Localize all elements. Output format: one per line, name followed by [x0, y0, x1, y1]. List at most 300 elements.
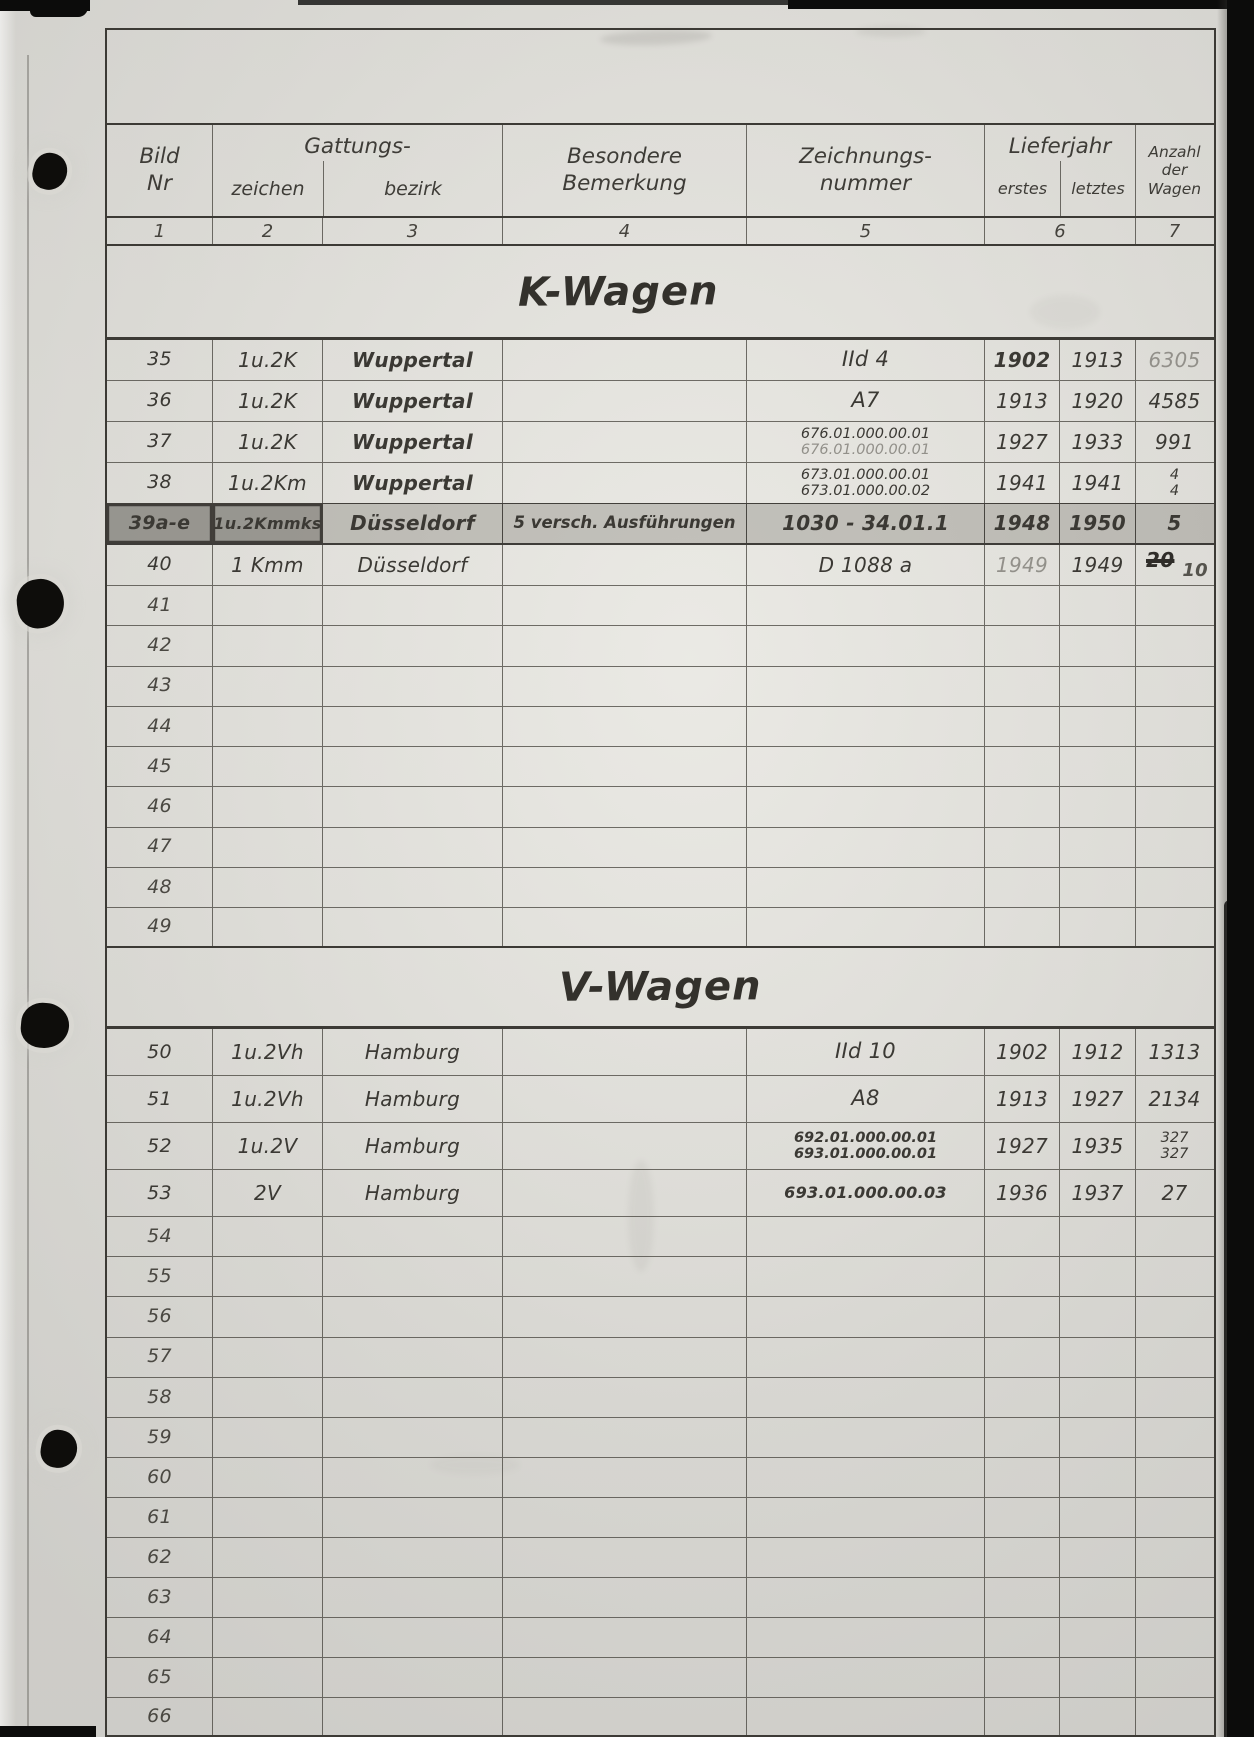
- cell-bild-nr: [107, 1578, 213, 1617]
- table-row: [107, 463, 1214, 504]
- cell-bemerkung: [503, 1297, 747, 1336]
- cell-text: 47: [147, 835, 172, 858]
- cell-text: 65: [147, 1666, 172, 1689]
- cell-bezirk: [323, 1618, 503, 1657]
- cell-anzahl: [1136, 1458, 1213, 1497]
- cell-text: 1949: [995, 552, 1049, 577]
- cell-bezirk: [323, 707, 503, 746]
- empty-table-row: [107, 1257, 1214, 1297]
- empty-table-row: [107, 1538, 1214, 1578]
- cell-bild-nr: [107, 828, 213, 867]
- table-header-row: [107, 123, 1214, 218]
- cell-zeichnungsnummer: [747, 1698, 985, 1735]
- cell-zeichnungsnummer: [747, 787, 985, 826]
- cell-bemerkung: [503, 667, 747, 706]
- cell-bild-nr: [107, 340, 213, 380]
- header-text: nummer: [819, 170, 912, 196]
- cell-lieferjahr-letztes: [1060, 908, 1136, 946]
- cell-lieferjahr-erstes: [985, 707, 1060, 746]
- cell-lieferjahr-erstes: [985, 828, 1060, 867]
- cell-text: 1u.2K: [237, 429, 298, 454]
- cell-lieferjahr-letztes: [1060, 1698, 1136, 1735]
- cell-text: 327: [1160, 1146, 1189, 1163]
- cell-bezirk: [323, 667, 503, 706]
- cell-bild-nr: [107, 1217, 213, 1256]
- cell-bemerkung: [503, 422, 747, 462]
- cell-zeichnungsnummer: [747, 747, 985, 786]
- cell-anzahl: [1136, 1257, 1213, 1296]
- cell-text: A7: [851, 388, 880, 413]
- cell-lieferjahr-letztes: [1060, 1217, 1136, 1256]
- cell-gattungszeichen: [213, 586, 323, 625]
- cell-bezirk: [323, 1170, 503, 1216]
- empty-table-row: [107, 828, 1214, 868]
- cell-gattungszeichen: [213, 1029, 323, 1075]
- scan-artifact-top-middle: [298, 0, 790, 5]
- cell-text: Düsseldorf: [357, 552, 468, 577]
- cell-lieferjahr-erstes: [985, 504, 1060, 543]
- column-number: 4: [503, 218, 747, 244]
- cell-lieferjahr-erstes: [985, 1170, 1060, 1216]
- cell-text: 1913: [1071, 347, 1124, 372]
- cell-bild-nr: [107, 1658, 213, 1697]
- cell-lieferjahr-letztes: [1060, 1658, 1136, 1697]
- cell-lieferjahr-erstes: [985, 1658, 1060, 1697]
- cell-lieferjahr-erstes: [985, 340, 1060, 380]
- cell-text: 58: [147, 1385, 172, 1408]
- empty-table-row: [107, 1618, 1214, 1658]
- cell-bemerkung: [503, 1538, 747, 1577]
- cell-lieferjahr-letztes: [1060, 1297, 1136, 1336]
- empty-table-row: [107, 908, 1214, 948]
- cell-anzahl: [1136, 1029, 1213, 1075]
- cell-text: Hamburg: [364, 1087, 461, 1112]
- cell-bemerkung: [503, 1658, 747, 1697]
- section-title: V-Wagen: [559, 963, 762, 1011]
- cell-gattungszeichen: [213, 340, 323, 380]
- cell-bild-nr: [107, 1257, 213, 1296]
- cell-text: Hamburg: [364, 1134, 461, 1159]
- cell-lieferjahr-letztes: [1060, 707, 1136, 746]
- cell-lieferjahr-erstes: [985, 422, 1060, 462]
- cell-text: 42: [147, 634, 172, 657]
- cell-lieferjahr-erstes: [985, 463, 1060, 503]
- cell-anzahl: [1136, 422, 1213, 462]
- cell-gattungszeichen: [213, 747, 323, 786]
- cell-text: 60: [147, 1465, 172, 1488]
- cell-text: A8: [851, 1086, 880, 1111]
- cell-bezirk: [323, 1297, 503, 1336]
- cell-bemerkung: [503, 340, 747, 380]
- cell-text: IId 4: [841, 347, 890, 372]
- empty-table-row: [107, 1378, 1214, 1418]
- cell-zeichnungsnummer: [747, 381, 985, 421]
- scan-artifact-top-right: [788, 0, 1254, 9]
- cell-bild-nr: [107, 1170, 213, 1216]
- empty-table-row: [107, 747, 1214, 787]
- cell-zeichnungsnummer: [747, 1378, 985, 1417]
- cell-bild-nr: [107, 463, 213, 503]
- paper-crease-line: [27, 55, 29, 1737]
- cell-text: 693.01.000.00.03: [784, 1183, 947, 1203]
- cell-anzahl: [1136, 1076, 1213, 1122]
- cell-zeichnungsnummer: [747, 1498, 985, 1537]
- header-gattungs: [213, 125, 503, 216]
- cell-zeichnungsnummer: [747, 626, 985, 665]
- header-lieferjahr: [985, 125, 1136, 216]
- cell-text: 1912: [1071, 1040, 1124, 1065]
- cell-text: 46: [147, 795, 172, 818]
- empty-table-row: [107, 586, 1214, 626]
- cell-bild-nr: [107, 1029, 213, 1075]
- cell-lieferjahr-erstes: [985, 1618, 1060, 1657]
- table-row: [107, 340, 1214, 381]
- cell-lieferjahr-erstes: [985, 1578, 1060, 1617]
- cell-lieferjahr-erstes: [985, 1123, 1060, 1169]
- cell-bild-nr: [107, 586, 213, 625]
- cell-gattungszeichen: [213, 1123, 323, 1169]
- cell-bemerkung: [503, 1338, 747, 1377]
- cell-lieferjahr-letztes: [1060, 626, 1136, 665]
- cell-bezirk: [323, 1418, 503, 1457]
- cell-text: 40: [147, 553, 172, 576]
- cell-lieferjahr-letztes: [1060, 828, 1136, 867]
- cell-lieferjahr-erstes: [985, 787, 1060, 826]
- cell-lieferjahr-letztes: [1060, 504, 1136, 543]
- cell-bemerkung: [503, 586, 747, 625]
- cell-bezirk: [323, 545, 503, 585]
- cell-bemerkung: [503, 1458, 747, 1497]
- cell-lieferjahr-letztes: [1060, 1578, 1136, 1617]
- cell-text: Wuppertal: [352, 470, 473, 495]
- cell-lieferjahr-erstes: [985, 1698, 1060, 1735]
- cell-text: 1 Kmm: [231, 552, 304, 577]
- cell-text: 1941: [1071, 470, 1124, 495]
- header-text: Nr: [147, 170, 172, 196]
- cell-zeichnungsnummer: [747, 1578, 985, 1617]
- cell-anzahl: [1136, 1498, 1213, 1537]
- cell-lieferjahr-letztes: [1060, 1029, 1136, 1075]
- cell-text: 41: [147, 593, 172, 616]
- header-bild-nr: [107, 125, 213, 216]
- cell-lieferjahr-letztes: [1060, 1458, 1136, 1497]
- cell-text: 1927: [995, 429, 1049, 454]
- cell-text: 1920: [1071, 388, 1124, 413]
- cell-bezirk: [323, 1578, 503, 1617]
- cell-text: 991: [1154, 429, 1195, 454]
- cell-text: 27: [1161, 1181, 1188, 1206]
- cell-bild-nr: [107, 1297, 213, 1336]
- cell-gattungszeichen: [213, 1498, 323, 1537]
- cell-text: 51: [147, 1087, 172, 1110]
- cell-text: 1u.2Vh: [231, 1040, 304, 1065]
- cell-anzahl: [1136, 504, 1213, 543]
- cell-lieferjahr-letztes: [1060, 586, 1136, 625]
- cell-bemerkung: [503, 1029, 747, 1075]
- cell-bild-nr: [107, 504, 213, 543]
- empty-table-row: [107, 1658, 1214, 1698]
- cell-gattungszeichen: [213, 381, 323, 421]
- cell-lieferjahr-letztes: [1060, 340, 1136, 380]
- cell-text: 50: [147, 1040, 172, 1063]
- cell-anzahl: [1136, 1338, 1213, 1377]
- cell-lieferjahr-letztes: [1060, 667, 1136, 706]
- cell-lieferjahr-erstes: [985, 381, 1060, 421]
- paper-left-edge: [0, 0, 16, 1737]
- cell-gattungszeichen: [213, 868, 323, 907]
- cell-text: IId 10: [835, 1039, 896, 1064]
- cell-bemerkung: [503, 1578, 747, 1617]
- cell-lieferjahr-letztes: [1060, 1076, 1136, 1122]
- cell-bild-nr: [107, 422, 213, 462]
- cell-lieferjahr-erstes: [985, 1418, 1060, 1457]
- cell-anzahl: [1136, 787, 1213, 826]
- cell-text: 54: [147, 1225, 172, 1248]
- cell-text: 1941: [995, 470, 1049, 495]
- cell-zeichnungsnummer: [747, 340, 985, 380]
- cell-text: 1949: [1071, 552, 1124, 577]
- column-number: 6: [985, 218, 1136, 244]
- cell-bemerkung: [503, 1123, 747, 1169]
- cell-gattungszeichen: [213, 667, 323, 706]
- cell-bezirk: [323, 504, 503, 543]
- cell-zeichnungsnummer: [747, 1618, 985, 1657]
- section-title-band: [107, 246, 1214, 340]
- cell-zeichnungsnummer: [747, 1297, 985, 1336]
- cell-anzahl: [1136, 1538, 1213, 1577]
- cell-gattungszeichen: [213, 787, 323, 826]
- cell-zeichnungsnummer: [747, 1338, 985, 1377]
- cell-text: 1u.2K: [237, 347, 298, 372]
- cell-lieferjahr-erstes: [985, 626, 1060, 665]
- cell-gattungszeichen: [213, 1538, 323, 1577]
- cell-bild-nr: [107, 1338, 213, 1377]
- cell-text: 676.01.000.00.01: [800, 425, 931, 442]
- header-text: der: [1161, 161, 1188, 180]
- cell-anzahl: [1136, 545, 1213, 585]
- cell-bild-nr: [107, 868, 213, 907]
- hole-punch: [29, 149, 71, 193]
- cell-lieferjahr-erstes: [985, 1257, 1060, 1296]
- cell-anzahl: [1136, 1123, 1213, 1169]
- paper-right-shadow: [1217, 0, 1227, 1737]
- column-numbers-row: [107, 218, 1214, 246]
- cell-gattungszeichen: [213, 626, 323, 665]
- cell-bemerkung: [503, 707, 747, 746]
- header-letztes: letztes: [1071, 179, 1125, 198]
- cell-bemerkung: [503, 545, 747, 585]
- cell-bemerkung: [503, 747, 747, 786]
- cell-gattungszeichen: [213, 1217, 323, 1256]
- cell-text: Wuppertal: [352, 347, 473, 372]
- cell-anzahl: [1136, 1217, 1213, 1256]
- cell-text: 59: [147, 1425, 172, 1448]
- cell-gattungszeichen: [213, 545, 323, 585]
- empty-table-row: [107, 787, 1214, 827]
- cell-text: 1u.2Km: [228, 470, 307, 495]
- cell-zeichnungsnummer: [747, 545, 985, 585]
- cell-lieferjahr-letztes: [1060, 1498, 1136, 1537]
- empty-table-row: [107, 1498, 1214, 1538]
- cell-text: 1030 - 34.01.1: [782, 511, 949, 536]
- cell-bemerkung: [503, 908, 747, 946]
- cell-anzahl: [1136, 908, 1213, 946]
- cell-lieferjahr-letztes: [1060, 868, 1136, 907]
- cell-text: 1313: [1148, 1040, 1201, 1065]
- empty-table-row: [107, 707, 1214, 747]
- cell-text: 38: [147, 471, 172, 494]
- cell-lieferjahr-erstes: [985, 1297, 1060, 1336]
- empty-table-row: [107, 1578, 1214, 1618]
- cell-gattungszeichen: [213, 1418, 323, 1457]
- cell-text: 49: [147, 915, 172, 938]
- cell-anzahl: [1136, 1378, 1213, 1417]
- cell-text: 64: [147, 1626, 172, 1649]
- cell-anzahl: [1136, 1658, 1213, 1697]
- cell-gattungszeichen: [213, 1698, 323, 1735]
- cell-bild-nr: [107, 1498, 213, 1537]
- cell-text: 1913: [995, 388, 1049, 413]
- cell-zeichnungsnummer: [747, 667, 985, 706]
- cell-anzahl: [1136, 868, 1213, 907]
- cell-text: 1913: [995, 1087, 1049, 1112]
- cell-text: 1948: [993, 511, 1051, 536]
- cell-bezirk: [323, 1498, 503, 1537]
- cell-bezirk: [323, 787, 503, 826]
- scan-artifact-top-left-blob: [30, 0, 88, 17]
- header-lieferjahr-sub: [985, 161, 1135, 216]
- cell-text: Wuppertal: [352, 388, 473, 413]
- empty-table-row: [107, 1297, 1214, 1337]
- section-title-band: [107, 948, 1214, 1029]
- cell-anzahl: [1136, 463, 1213, 503]
- cell-text: 4: [1169, 466, 1180, 483]
- header-text: Bild: [139, 143, 180, 169]
- hole-punch: [14, 576, 67, 631]
- cell-zeichnungsnummer: [747, 1170, 985, 1216]
- cell-lieferjahr-letztes: [1060, 1378, 1136, 1417]
- cell-anzahl: [1136, 1618, 1213, 1657]
- cell-text: 1902: [993, 347, 1051, 372]
- cell-bezirk: [323, 747, 503, 786]
- cell-gattungszeichen: [213, 1658, 323, 1697]
- header-anzahl-der-wagen: [1136, 125, 1213, 216]
- cell-zeichnungsnummer: [747, 463, 985, 503]
- cell-text: 55: [147, 1265, 172, 1288]
- cell-gattungszeichen: [213, 1618, 323, 1657]
- cell-text: 10: [1182, 560, 1208, 582]
- cell-bild-nr: [107, 1538, 213, 1577]
- cell-text: 1u.2K: [237, 388, 298, 413]
- cell-bild-nr: [107, 787, 213, 826]
- cell-gattungszeichen: [213, 1378, 323, 1417]
- cell-text: 1936: [995, 1181, 1049, 1206]
- cell-gattungszeichen: [213, 1076, 323, 1122]
- cell-bezirk: [323, 1076, 503, 1122]
- cell-text: 1u.2Kmmks: [213, 513, 322, 533]
- cell-lieferjahr-letztes: [1060, 422, 1136, 462]
- cell-lieferjahr-letztes: [1060, 463, 1136, 503]
- cell-text: 1935: [1071, 1134, 1124, 1159]
- cell-lieferjahr-letztes: [1060, 787, 1136, 826]
- cell-text: 36: [147, 389, 172, 412]
- cell-text: 1933: [1071, 429, 1124, 454]
- cell-lieferjahr-letztes: [1060, 1618, 1136, 1657]
- cell-text: 5: [1167, 511, 1182, 536]
- cell-gattungszeichen: [213, 463, 323, 503]
- cell-text: Hamburg: [364, 1181, 461, 1206]
- cell-bemerkung: [503, 1217, 747, 1256]
- cell-text: 61: [147, 1505, 172, 1528]
- header-text: Zeichnungs-: [799, 143, 932, 169]
- scan-artifact-bottom-left: [0, 1726, 96, 1737]
- cell-anzahl: [1136, 707, 1213, 746]
- cell-text: 44: [147, 714, 172, 737]
- cell-lieferjahr-letztes: [1060, 747, 1136, 786]
- cell-anzahl: [1136, 1170, 1213, 1216]
- cell-gattungszeichen: [213, 1458, 323, 1497]
- cell-bemerkung: [503, 1498, 747, 1537]
- cell-zeichnungsnummer: [747, 504, 985, 543]
- cell-lieferjahr-erstes: [985, 1458, 1060, 1497]
- cell-bezirk: [323, 586, 503, 625]
- wagen-table: [105, 123, 1216, 1737]
- cell-bemerkung: [503, 504, 747, 543]
- table-body: [107, 246, 1214, 1737]
- cell-lieferjahr-erstes: [985, 1217, 1060, 1256]
- cell-bemerkung: [503, 1618, 747, 1657]
- cell-zeichnungsnummer: [747, 908, 985, 946]
- cell-bemerkung: [503, 463, 747, 503]
- cell-bild-nr: [107, 1618, 213, 1657]
- cell-bild-nr: [107, 1378, 213, 1417]
- cell-anzahl: [1136, 1698, 1213, 1735]
- cell-zeichnungsnummer: [747, 1257, 985, 1296]
- cell-text: 48: [147, 875, 172, 898]
- cell-bild-nr: [107, 545, 213, 585]
- cell-bild-nr: [107, 707, 213, 746]
- cell-bemerkung: [503, 1257, 747, 1296]
- cell-text: 673.01.000.00.01: [800, 466, 931, 483]
- cell-anzahl: [1136, 1297, 1213, 1336]
- cell-bezirk: [323, 340, 503, 380]
- table-row: [107, 504, 1214, 545]
- cell-text: 35: [147, 348, 172, 371]
- cell-bild-nr: [107, 1698, 213, 1735]
- cell-bemerkung: [503, 626, 747, 665]
- cell-bezirk: [323, 1378, 503, 1417]
- hole-punch: [38, 1427, 80, 1471]
- empty-table-row: [107, 667, 1214, 707]
- cell-text: 692.01.000.00.01: [793, 1130, 938, 1147]
- cell-text: 66: [147, 1705, 172, 1728]
- cell-bemerkung: [503, 1170, 747, 1216]
- cell-gattungszeichen: [213, 1297, 323, 1336]
- cell-anzahl: [1136, 626, 1213, 665]
- cell-bemerkung: [503, 828, 747, 867]
- empty-table-row: [107, 1458, 1214, 1498]
- header-text: Wagen: [1147, 179, 1202, 198]
- cell-lieferjahr-erstes: [985, 1538, 1060, 1577]
- cell-anzahl: [1136, 586, 1213, 625]
- header-bezirk: bezirk: [384, 177, 442, 200]
- cell-anzahl: [1136, 747, 1213, 786]
- table-row: [107, 1076, 1214, 1123]
- cell-zeichnungsnummer: [747, 586, 985, 625]
- cell-lieferjahr-erstes: [985, 1076, 1060, 1122]
- hole-punch: [19, 1001, 71, 1050]
- cell-zeichnungsnummer: [747, 707, 985, 746]
